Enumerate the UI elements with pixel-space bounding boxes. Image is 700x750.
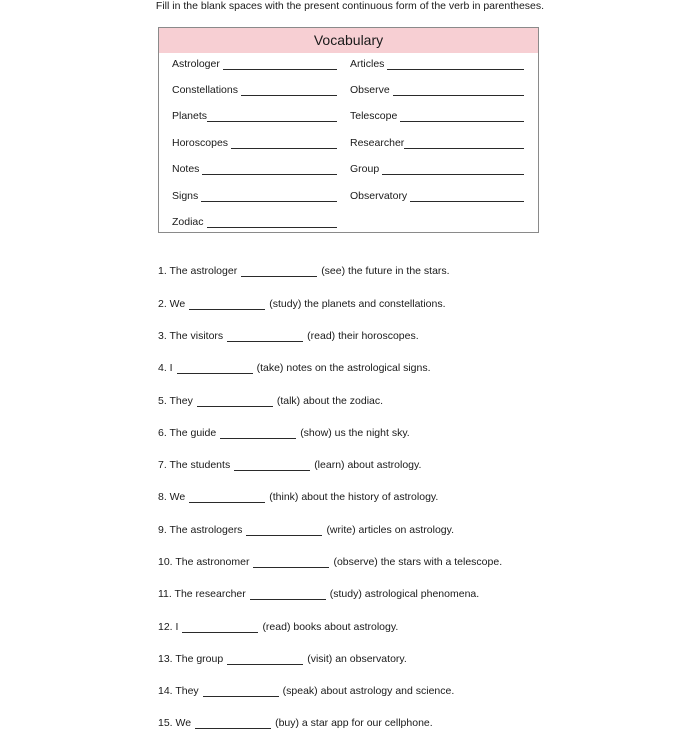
vocab-word: Planets [172, 110, 208, 122]
exercise-item [158, 717, 433, 729]
answer-blank[interactable] [250, 589, 326, 600]
exercise-item [158, 427, 410, 439]
vocab-blank[interactable] [201, 191, 337, 202]
vocab-blank[interactable] [202, 164, 337, 175]
exercise-prefix: 6. The guide [158, 427, 217, 439]
exercise-prefix: 4. I [158, 362, 173, 374]
vocab-blank[interactable] [404, 138, 524, 149]
exercise-prefix: 10. The astronomer [158, 556, 250, 568]
vocab-word: Astrologer [172, 58, 220, 70]
vocab-item [350, 84, 524, 96]
vocabulary-box [158, 27, 539, 233]
exercise-prefix: 5. They [158, 395, 193, 407]
answer-blank[interactable] [253, 557, 329, 568]
vocab-item [172, 110, 337, 122]
exercise-item [158, 491, 438, 503]
vocab-word: Observe [350, 84, 390, 96]
vocab-item [172, 216, 337, 228]
vocabulary-title: Vocabulary [159, 28, 538, 53]
vocab-word: Signs [172, 190, 199, 202]
exercise-prefix: 2. We [158, 298, 186, 310]
exercise-suffix: (study) the planets and constellations. [269, 298, 446, 310]
answer-blank[interactable] [189, 299, 265, 310]
exercise-suffix: (read) books about astrology. [262, 621, 399, 633]
exercise-prefix: 14. They [158, 685, 199, 697]
vocab-word: Zodiac [172, 216, 204, 228]
vocab-blank[interactable] [231, 138, 337, 149]
exercise-item [158, 395, 383, 407]
vocab-word: Articles [350, 58, 385, 70]
exercise-suffix: (see) the future in the stars. [321, 265, 450, 277]
exercise-suffix: (study) astrological phenomena. [329, 588, 480, 600]
exercise-item [158, 588, 479, 600]
exercise-item [158, 556, 502, 568]
exercise-item [158, 621, 398, 633]
vocab-item [350, 190, 524, 202]
exercise-prefix: 3. The visitors [158, 330, 224, 342]
vocab-item [350, 137, 524, 149]
vocab-word: Notes [172, 163, 200, 175]
instructions-text: Fill in the blank spaces with the present continuous form of the verb in parentheses. [155, 0, 545, 12]
exercise-suffix: (take) notes on the astrological signs. [256, 362, 431, 374]
vocab-item [172, 137, 337, 149]
exercise-prefix: 7. The students [158, 459, 231, 471]
vocab-item [350, 110, 524, 122]
answer-blank[interactable] [177, 363, 253, 374]
exercise-item [158, 330, 419, 342]
exercise-item [158, 524, 454, 536]
answer-blank[interactable] [182, 622, 258, 633]
exercise-item [158, 459, 421, 471]
exercise-suffix: (talk) about the zodiac. [276, 395, 384, 407]
answer-blank[interactable] [189, 492, 265, 503]
answer-blank[interactable] [203, 686, 279, 697]
vocab-word: Observatory [350, 190, 408, 202]
vocab-blank[interactable] [382, 164, 524, 175]
vocab-word: Horoscopes [172, 137, 229, 149]
exercise-prefix: 1. The astrologer [158, 265, 238, 277]
exercise-suffix: (write) articles on astrology. [326, 524, 455, 536]
exercise-suffix: (think) about the history of astrology. [269, 491, 439, 503]
vocab-item [172, 190, 337, 202]
answer-blank[interactable] [246, 525, 322, 536]
exercise-prefix: 13. The group [158, 653, 224, 665]
answer-blank[interactable] [195, 718, 271, 729]
vocab-blank[interactable] [400, 111, 524, 122]
answer-blank[interactable] [197, 396, 273, 407]
vocab-word: Telescope [350, 110, 398, 122]
answer-blank[interactable] [234, 460, 310, 471]
exercise-suffix: (read) their horoscopes. [307, 330, 419, 342]
exercise-suffix: (show) us the night sky. [300, 427, 410, 439]
answer-blank[interactable] [227, 331, 303, 342]
vocab-item [172, 58, 337, 70]
vocab-blank[interactable] [207, 217, 337, 228]
vocab-blank[interactable] [393, 85, 524, 96]
vocab-item [350, 58, 524, 70]
vocab-item [172, 84, 337, 96]
vocab-blank[interactable] [223, 59, 337, 70]
vocab-blank[interactable] [410, 191, 524, 202]
exercise-item [158, 653, 407, 665]
exercise-suffix: (speak) about astrology and science. [282, 685, 455, 697]
exercise-prefix: 8. We [158, 491, 186, 503]
exercise-prefix: 12. I [158, 621, 179, 633]
vocab-word: Group [350, 163, 380, 175]
vocab-item [172, 163, 337, 175]
exercise-suffix: (buy) a star app for our cellphone. [275, 717, 433, 729]
exercise-prefix: 15. We [158, 717, 192, 729]
exercise-item [158, 685, 454, 697]
vocab-item [350, 163, 524, 175]
exercise-item [158, 265, 450, 277]
exercise-prefix: 11. The researcher [158, 588, 246, 600]
vocab-blank[interactable] [241, 85, 337, 96]
exercise-item [158, 362, 431, 374]
vocab-word: Constellations [172, 84, 238, 96]
answer-blank[interactable] [241, 266, 317, 277]
vocab-word: Researcher [350, 137, 405, 149]
answer-blank[interactable] [220, 428, 296, 439]
answer-blank[interactable] [227, 654, 303, 665]
vocab-blank[interactable] [387, 59, 524, 70]
exercise-suffix: (visit) an observatory. [307, 653, 407, 665]
vocab-blank[interactable] [207, 111, 337, 122]
exercise-prefix: 9. The astrologers [158, 524, 243, 536]
exercise-suffix: (observe) the stars with a telescope. [333, 556, 503, 568]
exercise-suffix: (learn) about astrology. [314, 459, 422, 471]
exercise-item [158, 298, 446, 310]
